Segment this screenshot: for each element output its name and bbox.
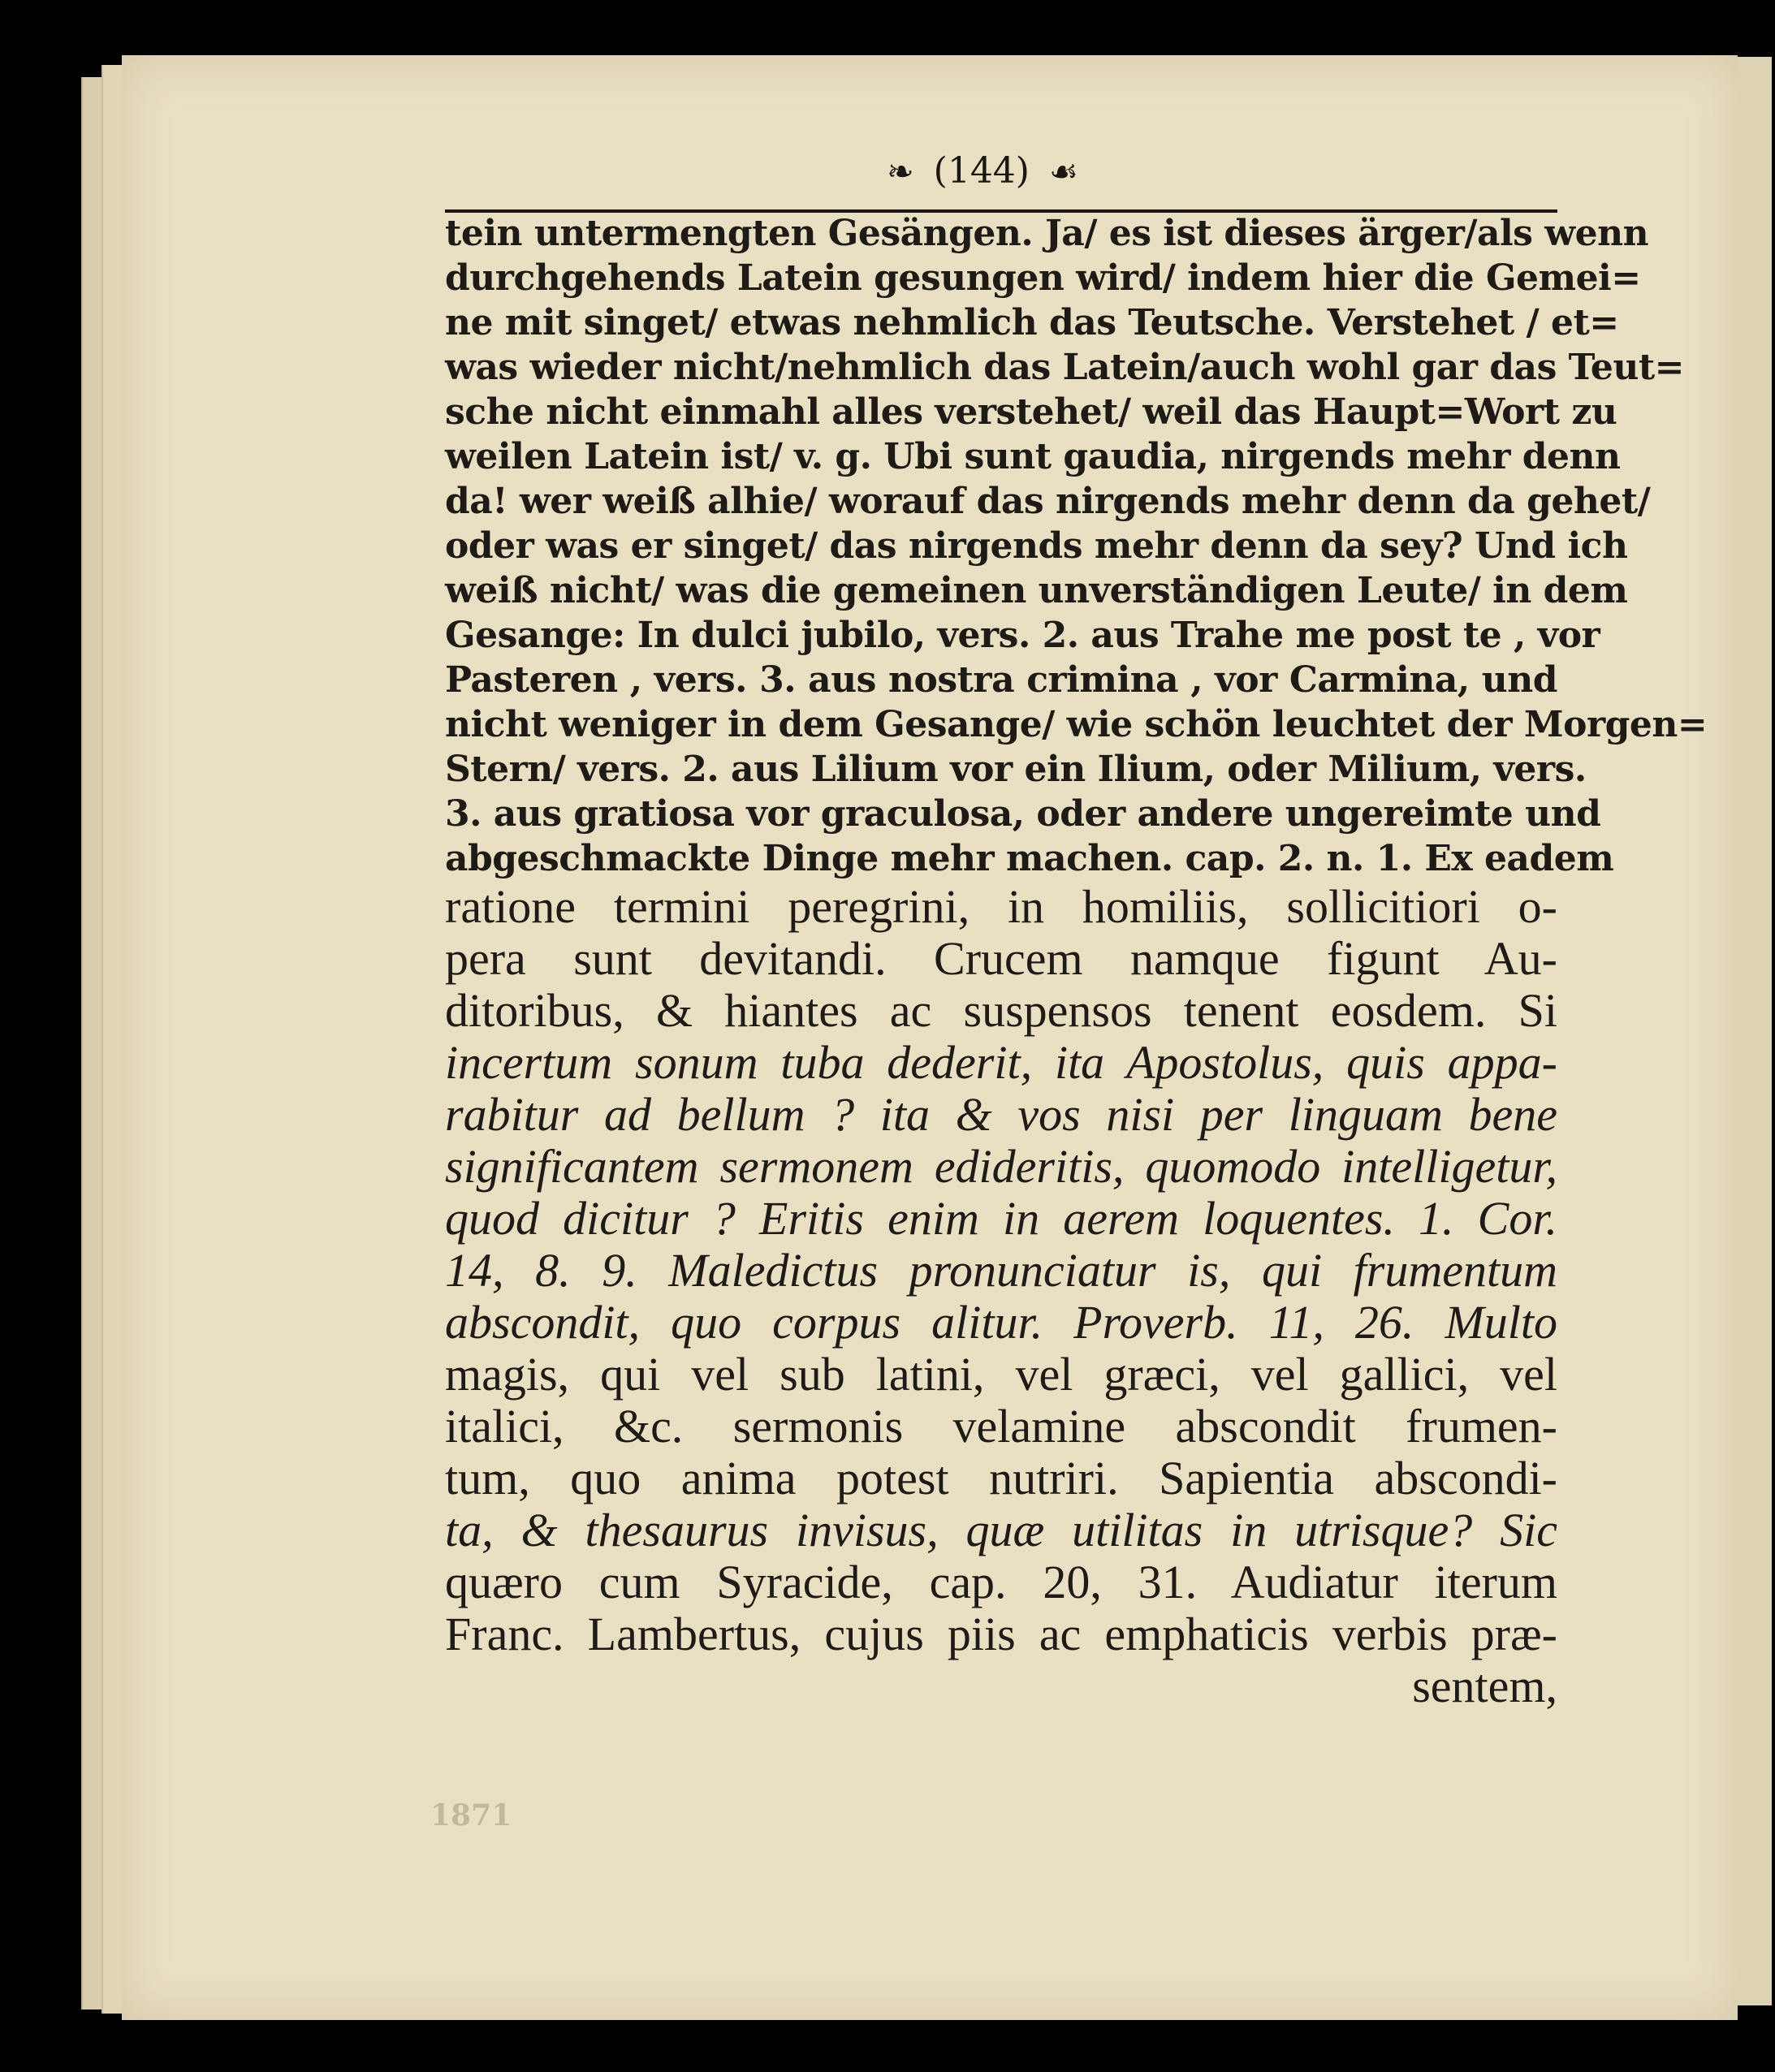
page-body-text — [445, 211, 1708, 1712]
text-line: magis, qui vel sub latini, vel græci, vel gallici, vel — [445, 1348, 1557, 1401]
bleed-through-text: 1871 — [430, 1798, 512, 1832]
text-line: tein untermengten Gesängen. Ja/ es ist dieses ärger/als wenn — [445, 213, 1649, 254]
text-line: weiß nicht/ was die gemeinen unverständigen Leute/ in dem — [445, 570, 1628, 611]
fleuron-left-icon: ❧ — [887, 153, 914, 191]
text-line: durchgehends Latein gesungen wird/ indem hier die Gemei= — [445, 257, 1641, 299]
text-line: italici, &c. sermonis velamine abscondit frumen- — [445, 1400, 1557, 1453]
text-line: Gesange: In dulci jubilo, vers. 2. aus Trahe me post te , vor — [445, 615, 1600, 656]
text-line: Franc. Lambertus, cujus piis ac emphaticis verbis præ- — [445, 1608, 1557, 1660]
text-line: tum, quo anima potest nutriri. Sapientia abscondi- — [445, 1452, 1557, 1504]
text-line: ratione termini peregrini, in homiliis, sollicitiori o- — [445, 880, 1557, 933]
text-line: 3. aus gratiosa vor graculosa, oder andere ungereimte und — [445, 793, 1601, 835]
text-line: incertum sonum tuba dederit, ita Apostolus, quis appa- — [445, 1036, 1557, 1089]
text-line: 14, 8. 9. Maledictus pronunciatur is, qui frumentum — [445, 1244, 1557, 1297]
text-line: nicht weniger in dem Gesange/ wie schön leuchtet der Morgen= — [445, 704, 1708, 745]
running-head — [836, 150, 1129, 207]
text-line: abscondit, quo corpus alitur. Proverb. 11, 26. Multo — [445, 1296, 1557, 1349]
text-line: Pasteren , vers. 3. aus nostra crimina , vor Carmina, und — [445, 659, 1557, 701]
text-line: rabitur ad bellum ? ita & vos nisi per linguam bene — [445, 1088, 1557, 1141]
text-line: ne mit singet/ etwas nehmlich das Teutsche. Verstehet / et= — [445, 302, 1619, 343]
text-line: quæro cum Syracide, cap. 20, 31. Audiatur iterum — [445, 1556, 1557, 1608]
text-line: sche nicht einmahl alles verstehet/ weil das Haupt=Wort zu — [445, 391, 1617, 433]
text-line: quod dicitur ? Eritis enim in aerem loquentes. 1. Cor. — [445, 1192, 1557, 1245]
text-line: abgeschmackte Dinge mehr machen. cap. 2. n. 1. Ex eadem — [445, 838, 1614, 879]
page-number: (144) — [933, 150, 1030, 192]
text-line: sentem, — [1412, 1660, 1557, 1712]
text-line: ditoribus, & hiantes ac suspensos tenent eosdem. Si — [445, 984, 1557, 1037]
text-line: Stern/ vers. 2. aus Lilium vor ein Ilium, oder Milium, vers. — [445, 749, 1587, 790]
text-line: significantem sermonem edideritis, quomodo intelligetur, — [445, 1140, 1557, 1193]
text-line: pera sunt devitandi. Crucem namque figunt Au- — [445, 932, 1557, 985]
fleuron-right-icon: ☙ — [1048, 153, 1078, 191]
text-line: da! wer weiß alhie/ worauf das nirgends mehr denn da gehet/ — [445, 481, 1651, 522]
text-line: weilen Latein ist/ v. g. Ubi sunt gaudia, nirgends mehr denn — [445, 436, 1621, 477]
text-line: ta, & thesaurus invisus, quæ utilitas in utrisque? Sic — [445, 1504, 1557, 1556]
text-line: oder was er singet/ das nirgends mehr denn da sey? Und ich — [445, 525, 1628, 567]
text-line: was wieder nicht/nehmlich das Latein/auch wohl gar das Teut= — [445, 347, 1685, 388]
